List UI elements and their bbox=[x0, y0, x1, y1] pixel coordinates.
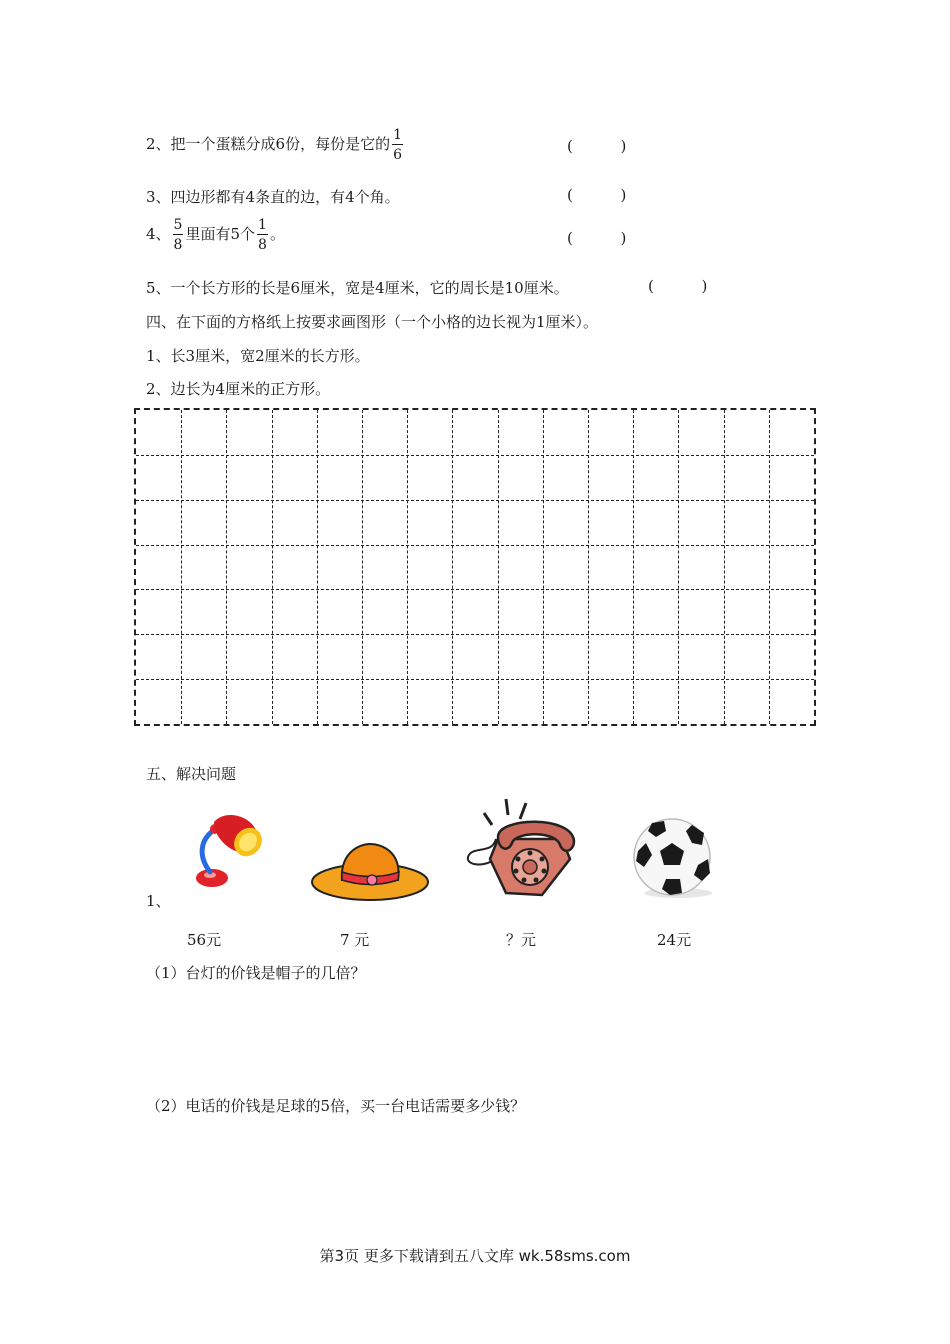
grid-column-line bbox=[724, 410, 725, 724]
grid-column-line bbox=[317, 410, 318, 724]
grid-row-line bbox=[136, 545, 814, 546]
hat-icon bbox=[310, 842, 430, 904]
grid-row-line bbox=[136, 500, 814, 501]
grid-row-line bbox=[136, 679, 814, 680]
grid-row-line bbox=[136, 455, 814, 456]
grid-column-line bbox=[633, 410, 634, 724]
grid-column-line bbox=[407, 410, 408, 724]
answer-blank-4[interactable]: ( ) bbox=[567, 229, 627, 247]
telephone-price: ？元 bbox=[506, 931, 537, 949]
telephone-icon bbox=[462, 795, 580, 907]
grid-column-line bbox=[181, 410, 182, 724]
grid-column-line bbox=[769, 410, 770, 724]
section-4-item-2: 2、边长为4厘米的正方形。 bbox=[146, 380, 331, 398]
answer-blank-5[interactable]: ( ) bbox=[648, 277, 708, 295]
desk-lamp-icon bbox=[190, 810, 270, 892]
grid-row-line bbox=[136, 634, 814, 635]
answer-blank-3[interactable]: ( ) bbox=[567, 186, 627, 204]
lamp-price: 56元 bbox=[187, 931, 222, 949]
grid-column-line bbox=[588, 410, 589, 724]
section-4-item-1: 1、长3厘米，宽2厘米的长方形。 bbox=[146, 347, 370, 365]
answer-blank-2[interactable]: ( ) bbox=[567, 137, 627, 155]
sub-question-1: （1）台灯的价钱是帽子的几倍？ bbox=[146, 964, 366, 982]
grid-column-line bbox=[678, 410, 679, 724]
question-2 bbox=[146, 128, 405, 162]
problem-1-number: 1、 bbox=[146, 892, 171, 910]
question-5: 5、一个长方形的长是6厘米，宽是4厘米，它的周长是10厘米。 bbox=[146, 279, 569, 297]
section-4-heading: 四、在下面的方格纸上按要求画图形（一个小格的边长视为1厘米）。 bbox=[146, 313, 599, 331]
grid-column-line bbox=[498, 410, 499, 724]
fraction-one-sixth: $\frac{1}{6}$ bbox=[393, 127, 403, 163]
hat-price: 7 元 bbox=[340, 931, 370, 949]
question-2-text: 2、把一个蛋糕分成6份，每份是它的 bbox=[146, 135, 391, 153]
grid-column-line bbox=[226, 410, 227, 724]
section-5-heading: 五、解决问题 bbox=[146, 765, 237, 783]
grid-column-line bbox=[452, 410, 453, 724]
grid-row-line bbox=[136, 589, 814, 590]
ball-price: 24元 bbox=[657, 931, 692, 949]
grid-column-line bbox=[543, 410, 544, 724]
sub-question-2: （2）电话的价钱是足球的5倍，买一台电话需要多少钱？ bbox=[146, 1097, 526, 1115]
question-3: 3、四边形都有4条直的边，有4个角。 bbox=[146, 188, 400, 206]
question-4: 4、 $\frac{5}{8}$ 里面有5个 $\frac{1}{8}$ 。 bbox=[146, 217, 285, 253]
page-footer: 第3页 更多下载请到五八文库 wk.58sms.com bbox=[319, 1247, 631, 1265]
drawing-grid[interactable] bbox=[134, 408, 816, 726]
fraction-five-eighths: $\frac{5}{8}$ bbox=[173, 217, 183, 253]
grid-column-line bbox=[272, 410, 273, 724]
soccer-ball-icon bbox=[630, 815, 716, 901]
fraction-one-eighth: $\frac{1}{8}$ bbox=[258, 217, 267, 253]
grid-column-line bbox=[362, 410, 363, 724]
